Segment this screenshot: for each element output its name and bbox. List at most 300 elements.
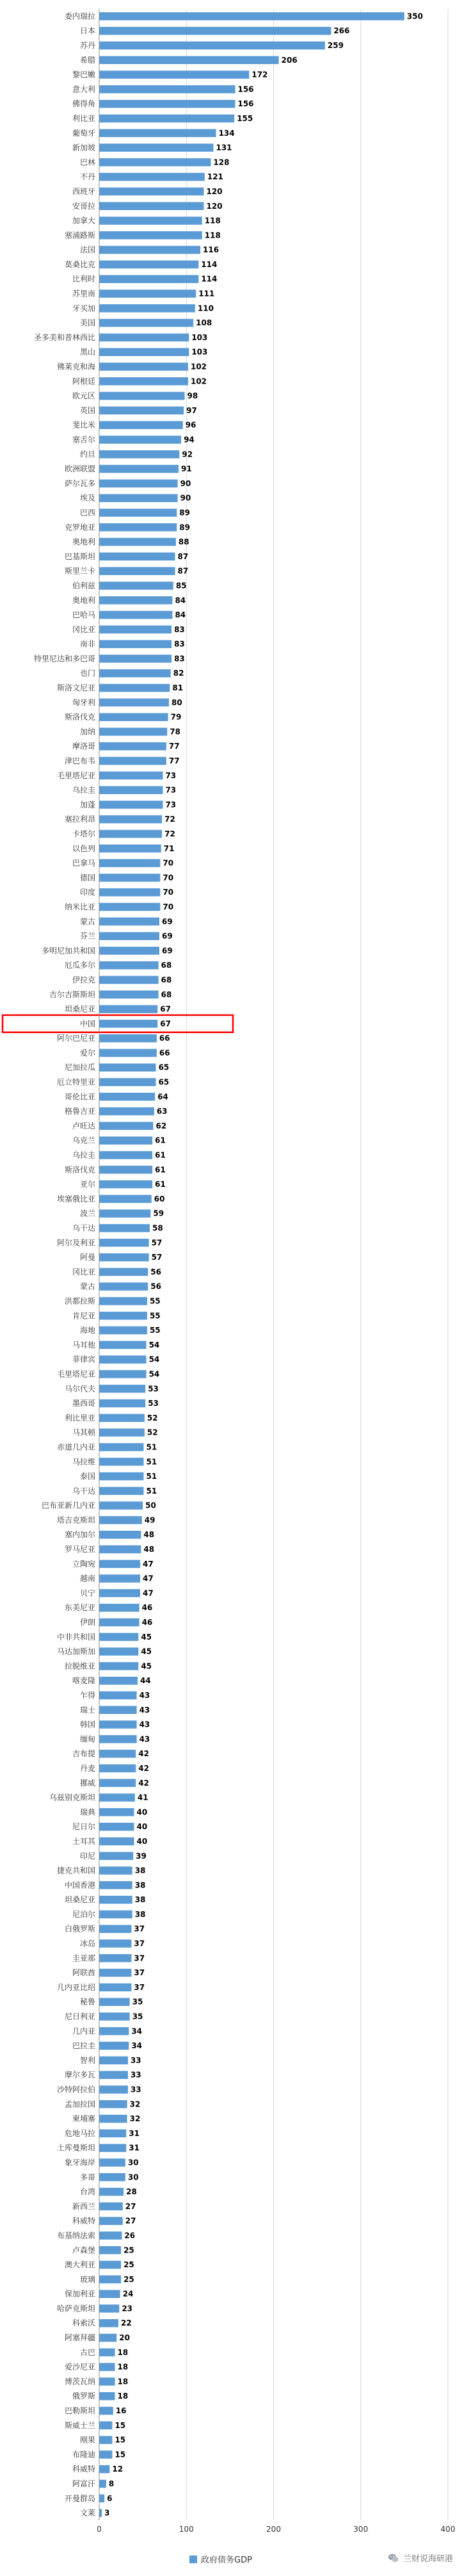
- bar: [99, 129, 216, 138]
- value-label: 118: [204, 216, 221, 225]
- bar: [99, 669, 171, 678]
- category-label: 缅甸: [79, 1734, 95, 1744]
- category-label: 尼日利亚: [64, 2012, 95, 2021]
- bar: [99, 2203, 123, 2211]
- bar: [99, 1166, 152, 1174]
- value-label: 52: [147, 1428, 158, 1437]
- category-label: 坦桑尼亚: [64, 1895, 95, 1905]
- category-label: 越南: [79, 1574, 95, 1583]
- category-label: 莫桑比克: [64, 259, 95, 269]
- category-label: 新加坡: [72, 143, 95, 152]
- value-label: 37: [134, 1982, 145, 1992]
- bar: [99, 611, 172, 619]
- bar: [99, 27, 331, 35]
- value-label: 68: [161, 975, 172, 984]
- bar: [99, 2261, 121, 2269]
- category-label: 布基纳法索: [56, 2231, 95, 2240]
- bar: [99, 1911, 132, 1919]
- value-label: 38: [134, 1909, 146, 1919]
- value-label: 121: [207, 172, 223, 182]
- bar: [99, 2231, 122, 2240]
- bar: [99, 699, 169, 707]
- category-label: 牙买加: [72, 304, 95, 313]
- category-label: 象牙海岸: [64, 2158, 95, 2167]
- bar: [99, 1195, 152, 1203]
- category-label: 丹麦: [79, 1763, 95, 1773]
- value-label: 85: [175, 581, 187, 591]
- legend: [189, 2553, 252, 2565]
- bar: [99, 2377, 115, 2386]
- bar: [99, 538, 176, 546]
- bar: [99, 1472, 143, 1481]
- category-label: 马达加斯加: [56, 1647, 95, 1656]
- category-label: 冰岛: [79, 1939, 95, 1948]
- value-label: 58: [152, 1223, 163, 1233]
- category-label: 塞内加尔: [64, 1530, 95, 1540]
- value-label: 78: [170, 727, 180, 737]
- bar: [99, 1224, 150, 1232]
- category-label: 危地马拉: [64, 2128, 95, 2138]
- category-label: 玻璃: [79, 2274, 95, 2284]
- bar: [99, 742, 166, 751]
- category-label: 爱尔: [79, 1048, 95, 1057]
- bar: [99, 1516, 142, 1524]
- bar: [99, 1253, 149, 1262]
- value-label: 64: [157, 1092, 168, 1102]
- category-label: 土耳其: [72, 1836, 95, 1846]
- category-label: 沙特阿拉伯: [56, 2085, 95, 2094]
- category-label: 巴基斯坦: [64, 551, 95, 561]
- value-label: 3: [104, 2508, 110, 2518]
- category-label: 斯威士兰: [64, 2420, 95, 2430]
- value-label: 53: [148, 1399, 159, 1408]
- category-label: 捷克共和国: [56, 1866, 95, 1875]
- value-label: 68: [161, 961, 172, 970]
- value-label: 61: [155, 1165, 166, 1175]
- category-label: 智利: [79, 2055, 95, 2065]
- category-label: 喀麦隆: [72, 1676, 95, 1686]
- value-label: 69: [162, 946, 173, 956]
- bar: [99, 2057, 128, 2065]
- value-label: 69: [162, 917, 173, 926]
- value-label: 128: [213, 158, 230, 167]
- value-label: 60: [154, 1194, 165, 1203]
- value-label: 47: [143, 1559, 154, 1569]
- bar: [99, 2071, 128, 2079]
- category-label: 冈比亚: [72, 624, 95, 634]
- category-label: 中国香港: [64, 1880, 95, 1890]
- category-label: 新西兰: [72, 2201, 95, 2211]
- category-label: 罗马尼亚: [64, 1545, 95, 1554]
- bar: [99, 1735, 137, 1743]
- category-label: 毛里塔尼亚: [56, 770, 95, 780]
- category-label: 柬埔寨: [72, 2114, 95, 2124]
- value-label: 73: [165, 770, 177, 780]
- bar: [99, 158, 211, 167]
- bar: [99, 216, 202, 225]
- bar: [99, 1151, 152, 1159]
- value-label: 47: [143, 1588, 154, 1598]
- category-label: 吉尔吉斯斯坦: [49, 990, 95, 999]
- value-label: 114: [201, 274, 218, 284]
- value-label: 35: [132, 2012, 143, 2021]
- category-label: 斯洛文尼亚: [56, 683, 95, 693]
- category-label: 希腊: [79, 55, 95, 65]
- value-label: 116: [203, 245, 219, 255]
- value-label: 72: [164, 815, 175, 824]
- value-label: 120: [206, 201, 223, 211]
- category-label: 卢森堡: [72, 2246, 95, 2255]
- bar: [99, 56, 279, 65]
- bar: [99, 859, 160, 867]
- bar: [99, 231, 202, 240]
- category-label: 塞舌尔: [72, 435, 95, 444]
- value-label: 61: [155, 1136, 166, 1145]
- bar: [99, 640, 171, 648]
- category-label: 奥地利: [72, 596, 95, 605]
- value-label: 102: [190, 362, 207, 371]
- value-label: 18: [117, 2362, 129, 2372]
- category-label: 印尼: [79, 1851, 95, 1861]
- category-label: 俄罗斯: [72, 2392, 95, 2401]
- category-label: 巴布亚新几内亚: [41, 1501, 95, 1510]
- value-label: 68: [161, 990, 172, 999]
- bar: [99, 261, 198, 269]
- value-label: 32: [129, 2099, 141, 2109]
- value-label: 70: [163, 902, 174, 911]
- bar: [99, 1020, 157, 1028]
- bar: [99, 465, 179, 473]
- category-label: 几内亚比绍: [56, 1982, 95, 1992]
- bar: [99, 348, 189, 356]
- bar: [99, 392, 185, 400]
- category-label: 乌克兰: [72, 1136, 95, 1145]
- value-label: 41: [137, 1793, 148, 1802]
- bar: [99, 1428, 145, 1437]
- value-label: 51: [146, 1486, 157, 1496]
- value-label: 28: [126, 2187, 137, 2197]
- value-label: 67: [160, 1004, 171, 1014]
- category-label: 斯洛伐克: [64, 712, 95, 722]
- value-label: 103: [191, 347, 208, 357]
- value-label: 31: [129, 2143, 139, 2153]
- value-label: 55: [149, 1296, 161, 1306]
- value-label: 37: [134, 1968, 145, 1978]
- bar: [99, 932, 159, 940]
- category-label: 墨西哥: [72, 1399, 95, 1408]
- value-label: 33: [130, 2070, 141, 2080]
- value-label: 45: [141, 1661, 152, 1671]
- category-label: 科威特: [72, 2216, 95, 2226]
- value-label: 92: [182, 450, 193, 459]
- bar: [99, 626, 171, 634]
- bar: [99, 1881, 132, 1889]
- category-label: 多明尼加共和国: [41, 946, 95, 956]
- category-label: 菲律宾: [72, 1355, 95, 1364]
- bar: [99, 494, 178, 502]
- bar: [99, 1107, 154, 1116]
- bar: [99, 2217, 123, 2225]
- category-label: 欧洲联盟: [64, 464, 95, 474]
- bar: [99, 2349, 115, 2357]
- bar: [99, 553, 175, 561]
- category-label: 阿尔巴尼亚: [56, 1034, 95, 1043]
- category-label: 英国: [79, 405, 95, 415]
- category-label: 不丹: [79, 172, 95, 182]
- bar: [99, 1531, 141, 1539]
- value-label: 72: [164, 829, 175, 839]
- category-label: 乌干达: [72, 1486, 95, 1496]
- value-label: 69: [162, 931, 173, 941]
- category-label: 文莱: [79, 2508, 95, 2518]
- bar: [99, 918, 159, 926]
- category-label: 保加利亚: [64, 2289, 95, 2299]
- value-label: 43: [139, 1720, 150, 1729]
- value-label: 42: [138, 1763, 149, 1773]
- category-label: 以色列: [72, 844, 95, 853]
- category-label: 台湾: [79, 2187, 95, 2197]
- bar: [99, 874, 160, 882]
- value-label: 84: [175, 596, 186, 605]
- category-label: 圣多美和普林西比: [33, 332, 95, 342]
- wechat-icon: [388, 2552, 399, 2564]
- value-label: 54: [148, 1355, 160, 1364]
- value-label: 56: [150, 1282, 162, 1291]
- bar: [99, 319, 193, 327]
- category-label: 乌拉圭: [72, 1150, 95, 1160]
- category-label: 葡萄牙: [72, 128, 95, 138]
- bar: [99, 173, 205, 181]
- bar: [99, 2276, 121, 2284]
- bar: [99, 1370, 147, 1378]
- value-label: 172: [251, 70, 268, 79]
- bar: [99, 2495, 104, 2503]
- bar: [99, 377, 188, 386]
- category-label: 尼泊尔: [72, 1909, 95, 1919]
- value-label: 53: [148, 1384, 159, 1394]
- category-label: 塞拉利昂: [64, 815, 95, 824]
- category-label: 孟加拉国: [64, 2099, 95, 2109]
- value-label: 37: [134, 1924, 145, 1934]
- value-label: 57: [151, 1253, 163, 1262]
- bar: [99, 407, 184, 415]
- value-label: 40: [136, 1836, 148, 1846]
- bar: [99, 1604, 139, 1612]
- category-label: 黑山: [79, 347, 95, 357]
- bar: [99, 2246, 121, 2254]
- value-label: 20: [119, 2333, 130, 2343]
- bar: [99, 1823, 134, 1831]
- value-label: 25: [123, 2246, 134, 2255]
- category-label: 马尔代夫: [64, 1384, 95, 1394]
- bar: [99, 143, 213, 152]
- value-label: 38: [134, 1880, 146, 1890]
- value-label: 43: [139, 1690, 150, 1700]
- bar: [99, 596, 172, 605]
- category-label: 开曼群岛: [64, 2493, 95, 2503]
- category-label: 萨尔瓦多: [64, 478, 95, 488]
- value-label: 55: [149, 1326, 161, 1335]
- value-label: 79: [170, 712, 182, 722]
- category-label: 比利时: [72, 274, 95, 284]
- value-label: 42: [138, 1778, 149, 1788]
- bar: [99, 304, 195, 313]
- category-label: 苏丹: [79, 40, 95, 50]
- category-label: 乌干达: [72, 1223, 95, 1233]
- category-label: 厄瓜多尔: [64, 961, 95, 970]
- bar: [99, 1326, 147, 1335]
- bar: [99, 188, 204, 196]
- bar: [99, 363, 188, 371]
- bar: [99, 436, 181, 444]
- bar: [99, 70, 249, 79]
- category-label: 委内瑞拉: [64, 12, 95, 21]
- value-label: 81: [172, 683, 184, 693]
- category-label: 澳大利亚: [64, 2260, 95, 2270]
- bar: [99, 100, 235, 108]
- bar: [99, 2407, 113, 2415]
- category-label: 蒙古: [79, 917, 95, 926]
- bar: [99, 2304, 119, 2313]
- value-label: 77: [168, 756, 180, 766]
- category-label: 几内亚: [72, 2026, 95, 2036]
- bar: [99, 450, 179, 459]
- bar: [99, 1852, 133, 1860]
- category-label: 多哥: [79, 2172, 95, 2182]
- bar: [99, 1969, 131, 1977]
- bar: [99, 728, 167, 736]
- category-label: 赤道几内亚: [56, 1442, 95, 1452]
- value-label: 38: [134, 1895, 146, 1905]
- bar: [99, 1677, 138, 1685]
- bar: [99, 523, 177, 532]
- value-label: 156: [237, 99, 254, 109]
- value-label: 70: [163, 858, 174, 868]
- category-label: 拉脱维亚: [64, 1661, 95, 1671]
- category-label: 卡塔尔: [72, 829, 95, 839]
- category-label: 秘鲁: [79, 1997, 95, 2007]
- category-label: 吉布提: [72, 1749, 95, 1759]
- category-label: 印度: [79, 888, 95, 897]
- category-label: 阿曼: [79, 1253, 95, 1262]
- category-label: 斯里兰卡: [64, 566, 95, 576]
- category-label: 日本: [79, 26, 95, 36]
- bar: [99, 2465, 109, 2474]
- bar: [99, 2363, 115, 2371]
- category-label: 埃塞俄比亚: [56, 1194, 95, 1203]
- value-label: 38: [134, 1866, 146, 1875]
- bar: [99, 947, 159, 955]
- value-label: 27: [125, 2216, 136, 2226]
- bar: [99, 1355, 147, 1364]
- value-label: 40: [136, 1822, 148, 1832]
- category-label: 巴拉圭: [72, 2041, 95, 2051]
- value-label: 30: [127, 2172, 139, 2182]
- bar: [99, 1720, 137, 1729]
- value-label: 45: [141, 1647, 152, 1656]
- bar: [99, 275, 198, 283]
- category-label: 克罗地亚: [64, 523, 95, 532]
- category-label: 芬兰: [79, 931, 95, 941]
- bar: [99, 684, 170, 692]
- category-label: 阿尔及利亚: [56, 1238, 95, 1248]
- category-label: 美国: [79, 318, 95, 328]
- value-label: 77: [168, 742, 180, 751]
- value-label: 120: [206, 186, 223, 196]
- category-label: 瑞士: [79, 1705, 95, 1715]
- category-label: 乌拉圭: [72, 785, 95, 795]
- category-label: 哥伦比亚: [64, 1092, 95, 1102]
- bar: [99, 1385, 145, 1393]
- category-label: 中非共和国: [56, 1632, 95, 1642]
- value-label: 65: [158, 1063, 170, 1072]
- value-label: 15: [115, 2435, 126, 2445]
- value-label: 52: [147, 1413, 158, 1423]
- bar: [99, 1268, 148, 1276]
- bar: [99, 815, 162, 824]
- bar: [99, 801, 163, 809]
- value-label: 30: [127, 2158, 139, 2167]
- value-label: 65: [158, 1077, 170, 1087]
- category-label: 立陶宛: [72, 1559, 95, 1569]
- bar: [99, 1297, 147, 1305]
- value-label: 50: [145, 1501, 156, 1510]
- bar: [99, 1136, 152, 1145]
- bar: [99, 12, 404, 20]
- category-label: 圭亚那: [72, 1953, 95, 1963]
- category-label: 格鲁吉亚: [64, 1107, 95, 1116]
- category-label: 巴林: [79, 158, 95, 167]
- category-label: 瑞典: [79, 1807, 95, 1817]
- bar: [99, 990, 159, 999]
- value-label: 12: [112, 2465, 123, 2474]
- value-label: 33: [130, 2055, 141, 2065]
- value-label: 82: [173, 669, 184, 678]
- category-label: 斐比米: [72, 420, 95, 430]
- value-label: 206: [281, 55, 298, 65]
- bar: [99, 1662, 138, 1670]
- value-label: 259: [327, 40, 344, 50]
- value-label: 15: [115, 2420, 126, 2430]
- category-label: 阿富汗: [72, 2479, 95, 2489]
- category-label: 埃及: [79, 493, 95, 503]
- bar: [99, 1560, 140, 1569]
- x-tick-label: 100: [179, 2525, 194, 2534]
- bar: [99, 1239, 149, 1247]
- category-label: 贝宁: [79, 1588, 95, 1598]
- category-label: 加纳: [79, 727, 95, 737]
- value-label: 54: [148, 1369, 160, 1379]
- bar: [99, 1545, 141, 1554]
- category-label: 洪都拉斯: [64, 1296, 95, 1306]
- bar: [99, 2509, 102, 2517]
- category-label: 佛得角: [72, 99, 95, 109]
- category-label: 意大利: [72, 85, 95, 94]
- bar: [99, 567, 175, 575]
- x-tick-label: 300: [353, 2525, 369, 2534]
- legend-label: 政府债务GDP: [201, 2556, 252, 2565]
- value-label: 111: [198, 289, 215, 298]
- category-label: 肯尼亚: [72, 1311, 95, 1321]
- category-label: 加蓬: [79, 800, 95, 810]
- category-label: 伯利兹: [72, 581, 95, 591]
- value-label: 94: [184, 435, 195, 444]
- bar: [99, 1984, 131, 1992]
- bar: [99, 1341, 147, 1349]
- bar: [99, 772, 163, 780]
- value-label: 25: [123, 2260, 134, 2270]
- value-label: 90: [180, 493, 191, 503]
